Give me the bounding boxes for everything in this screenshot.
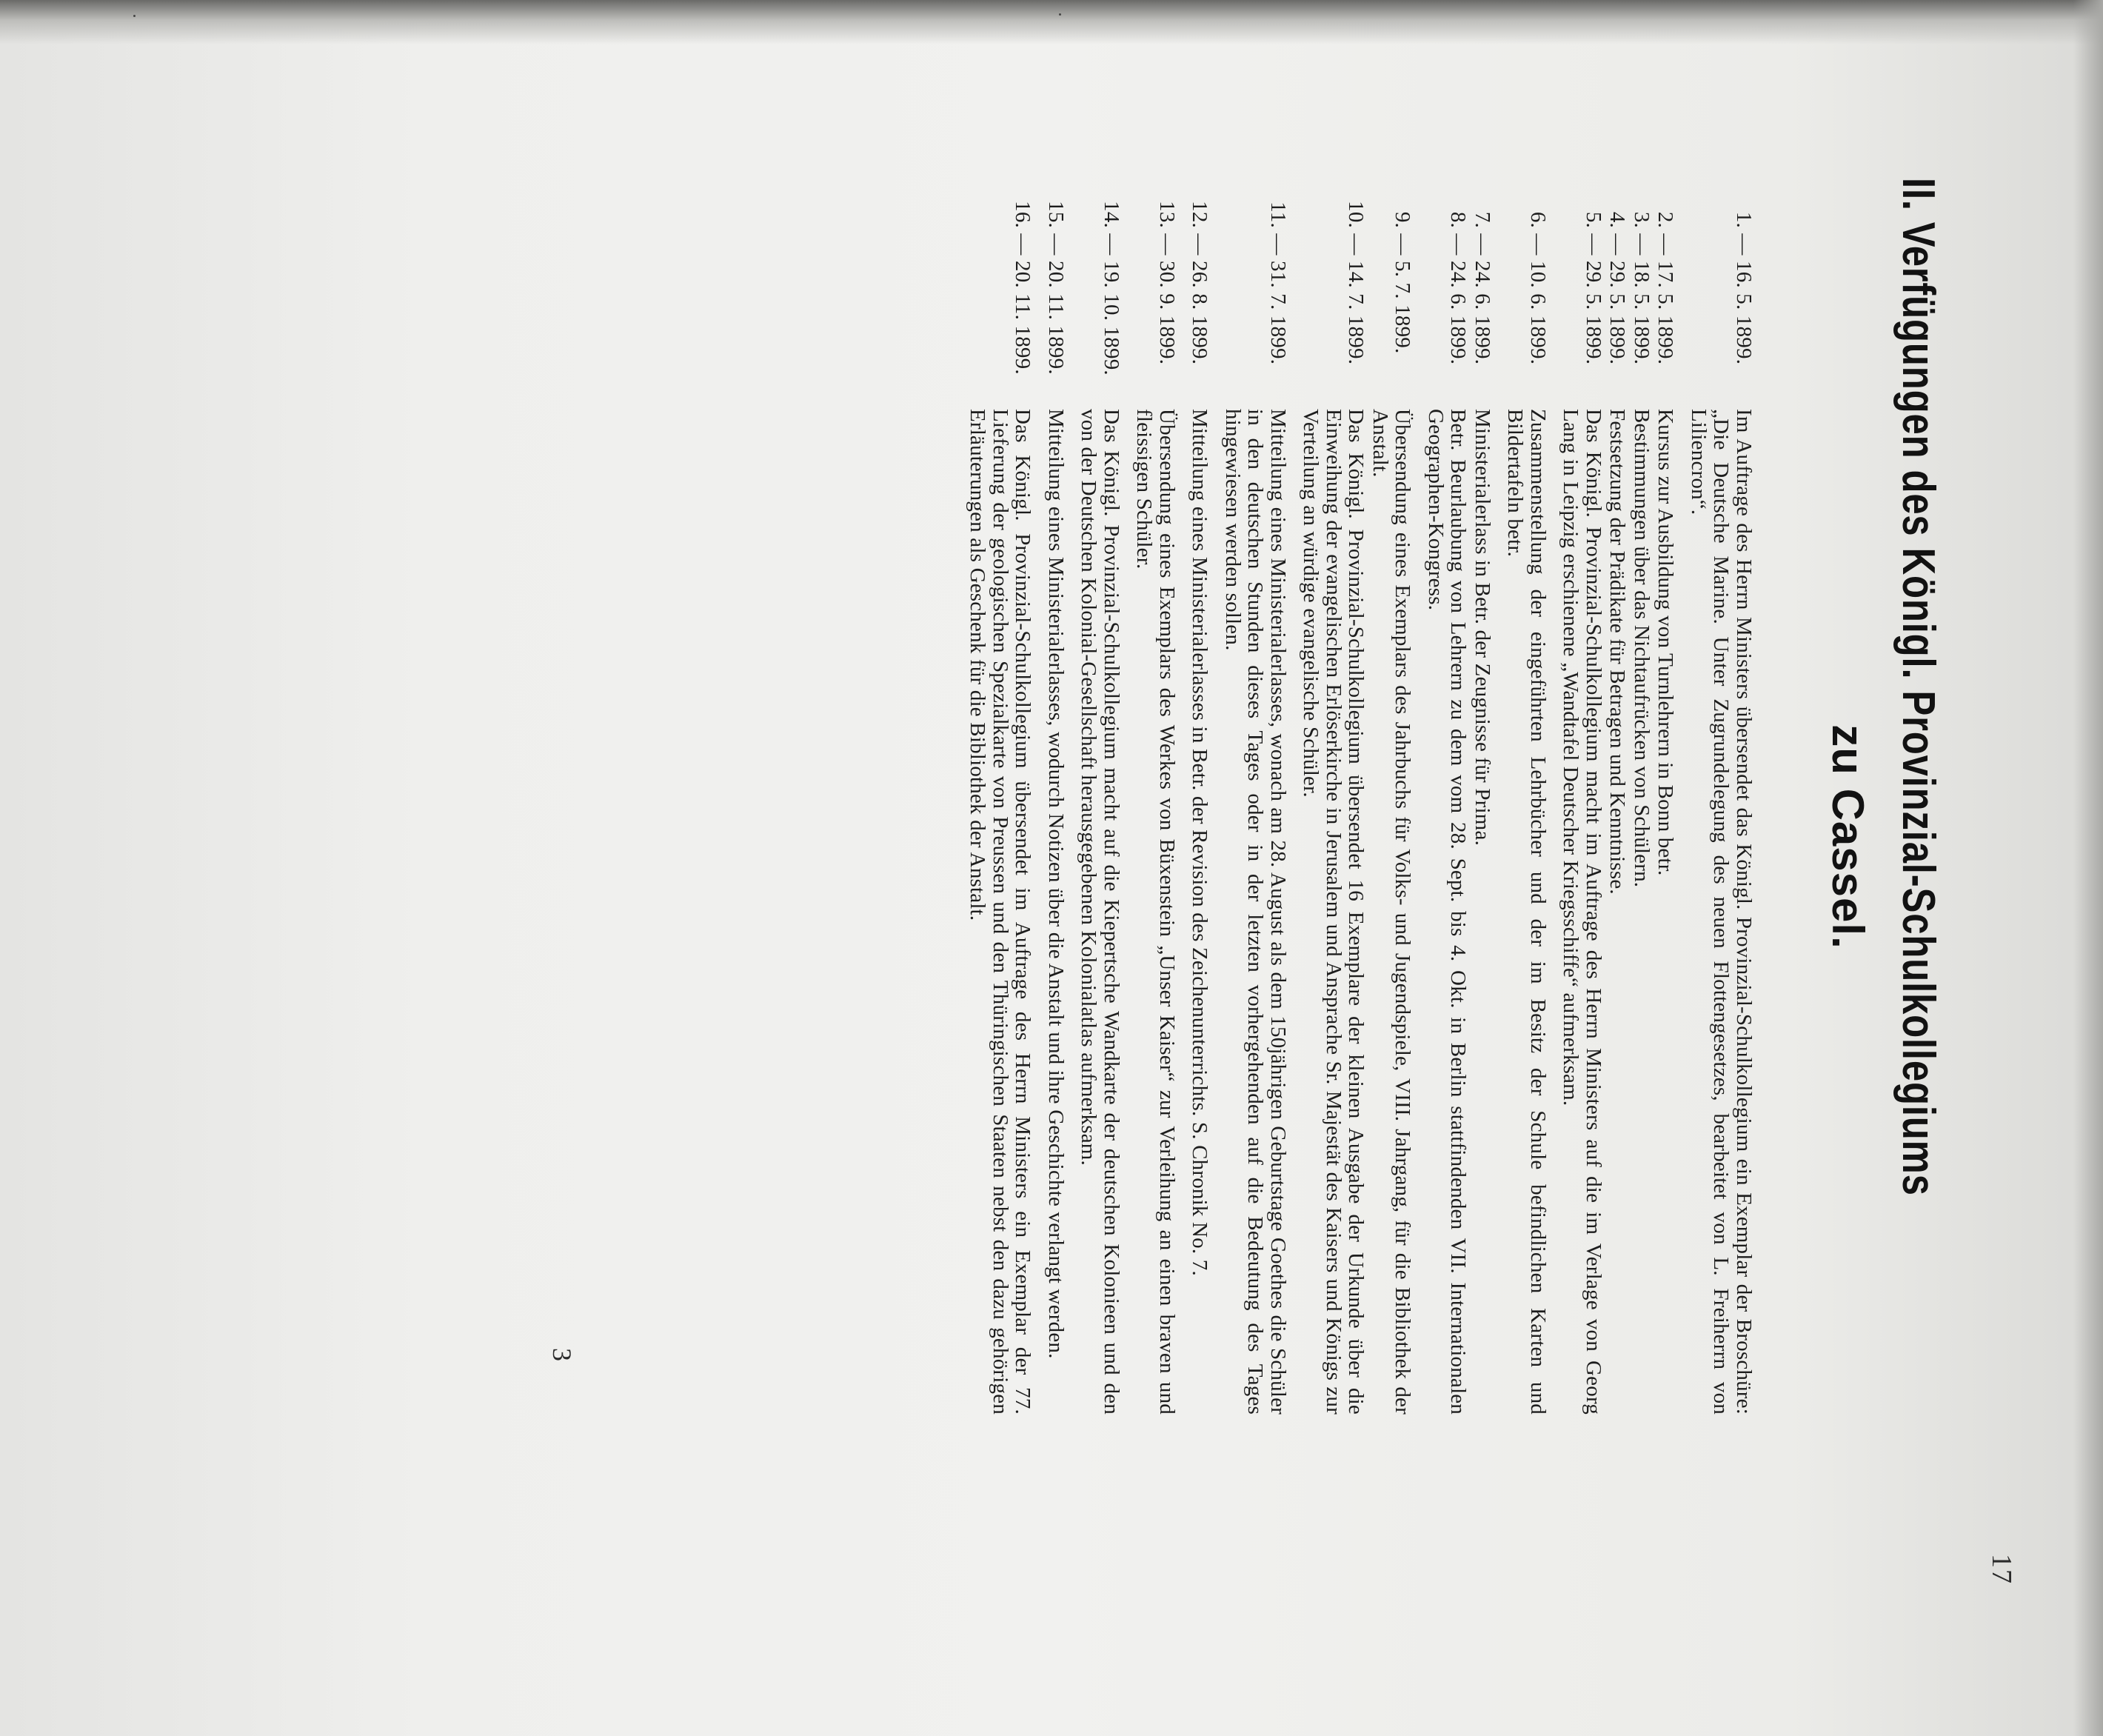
entry-date: 30. 9. 1899.: [1155, 261, 1179, 365]
entry-text: Kursus zur Ausbildung von Turnlehrern in Bonn betr.: [1654, 409, 1678, 876]
page-subtitle: zu Cassel.: [1823, 724, 1873, 949]
entry-text: Mitteilung eines Ministerialerlasses in Betr. der Revision des Zeichenunterrichts. S. Chronik No. 7.: [1188, 409, 1212, 1276]
entry-number: 5.: [1582, 211, 1605, 228]
entry-number: 13.: [1155, 201, 1179, 228]
entry-dash: —: [1155, 233, 1179, 256]
decree-entry: [1045, 193, 1068, 1415]
entry-text: Das Königl. Provinzial-Schulkollegium übersendet 16 Exemplare der kleinen Ausgabe der Urkunde über die Einweihung der evangelischen Erlöserkirche in Jerusalem und Ansprache Sr. Majestät des Kaisers und Königs zur Verteilung an würdige evangelische Schüler.: [1299, 409, 1368, 1415]
entry-date: 29. 5. 1899.: [1605, 261, 1630, 365]
entry-text: Ministerialerlass in Betr. der Zeugnisse für Prima.: [1471, 409, 1494, 847]
entry-date: 5. 7. 1899.: [1391, 261, 1415, 354]
entry-dash: —: [1732, 233, 1756, 256]
entry-date: 29. 5. 1899.: [1582, 261, 1605, 365]
entry-dash: —: [1582, 233, 1605, 256]
decree-entry: [1471, 193, 1494, 1415]
entry-dash: —: [1605, 233, 1630, 256]
entry-text: Das Königl. Provinzial-Schulkollegium macht auf die Kiepertsche Wandkarte der deutschen Kolonieen und den von der Deutschen Kolonial-Gesellschaft herausgegebenen Kolonialatlas aufmerksam.: [1077, 409, 1123, 1415]
entry-date: 24. 6. 1899.: [1471, 261, 1494, 365]
dust-speck: [1059, 13, 1061, 16]
entry-date: 20. 11. 1899.: [1044, 261, 1068, 375]
page-title: II. Verfügungen des Königl. Provinzial-Schulkollegiums: [1893, 178, 1944, 1196]
entry-text: Betr. Beurlaubung von Lehrern zu dem vom 28. Sept. bis 4. Okt. in Berlin stattfindenden VII. Internationalen Geographen-Kongress.: [1424, 409, 1471, 1415]
entry-text: Übersendung eines Exemplars des Jahrbuchs für Volks- und Jugendspiele, VIII. Jahrgang, für die Bibliothek der Anstalt.: [1368, 409, 1415, 1415]
entry-text: Bestimmungen über das Nichtaufrücken von Schülern.: [1630, 409, 1654, 888]
page-number: 17: [1986, 1554, 2017, 1585]
decree-list: [956, 193, 1755, 1415]
decree-entry: [1559, 193, 1605, 1415]
entry-date: 26. 8. 1899.: [1188, 261, 1212, 365]
entry-number: 6.: [1526, 211, 1550, 228]
decree-entry: [1188, 193, 1211, 1415]
entry-text: Zusammenstellung der eingeführten Lehrbücher und der im Besitz der Schule befindlichen Karten und Bildertafeln betr.: [1503, 409, 1550, 1415]
entry-number: 15.: [1044, 201, 1068, 228]
entry-dash: —: [1044, 233, 1068, 256]
entry-date: 16. 5. 1899.: [1732, 261, 1756, 365]
entry-number: 8.: [1446, 211, 1471, 228]
entry-number: 10.: [1344, 201, 1368, 228]
entry-dash: —: [1471, 233, 1494, 256]
entry-date: 10. 6. 1899.: [1526, 261, 1550, 365]
signature-mark: 3: [547, 1348, 577, 1361]
entry-date: 31. 7. 1899.: [1266, 261, 1290, 365]
dust-speck: [133, 15, 136, 17]
entry-text: Mitteilung eines Ministerialerlasses, wodurch Notizen über die Anstalt und ihre Geschichte verlangt werden.: [1044, 409, 1068, 1359]
entry-number: 7.: [1471, 211, 1494, 228]
decree-entry: [1222, 193, 1290, 1415]
entry-text: Mitteilung eines Ministerialerlasses, wonach am 28. August als dem 150jährigen Geburtstage Goethes die Schüler in den deutschen Stunden dieses Tages oder in der letzten vorhergehenden auf die Bedeutung des Tages hingewiesen werden sollen.: [1221, 409, 1290, 1415]
entry-date: 14. 7. 1899.: [1344, 261, 1368, 365]
entry-dash: —: [1526, 233, 1550, 256]
entry-date: 18. 5. 1899.: [1630, 261, 1654, 365]
entry-number: 2.: [1654, 211, 1678, 228]
entry-number: 3.: [1630, 211, 1654, 228]
entry-date: 20. 11. 1899.: [1011, 261, 1035, 375]
decree-entry: [1369, 193, 1414, 1415]
entry-text: Festsetzung der Prädikate für Betragen und Kenntnisse.: [1605, 409, 1630, 895]
entry-dash: —: [1344, 233, 1368, 256]
entry-dash: —: [1630, 233, 1654, 256]
entry-text: Übersendung eines Exemplars des Werkes von Büxenstein „Unser Kaiser“ zur Verleihung an einen braven und fleissigen Schüler.: [1132, 409, 1179, 1415]
entry-dash: —: [1446, 233, 1471, 256]
entry-number: 11.: [1266, 201, 1290, 228]
entry-number: 9.: [1391, 211, 1415, 228]
entry-text: Das Königl. Provinzial-Schulkollegium macht im Auftrage des Herrn Ministers auf die im Verlage von Georg Lang in Leipzig erschienene „Wandtafel Deutscher Kriegsschiffe“ aufmerksam.: [1559, 409, 1605, 1415]
decree-entry: [1077, 193, 1123, 1415]
decree-entry: [1425, 193, 1470, 1415]
entry-text: Das Königl. Provinzial-Schulkollegium übersendet im Auftrage des Herrn Ministers ein Exemplar der 77. Lieferung der geologischen Spezialkarte von Preussen und den Thüringischen Staaten nebst den dazu gehörigen Erläuterungen als Geschenk für die Bibliothek der Anstalt.: [966, 409, 1035, 1415]
entry-dash: —: [1188, 233, 1212, 256]
decree-entry: [1300, 193, 1368, 1415]
entry-dash: —: [1011, 233, 1035, 256]
entry-dash: —: [1391, 233, 1415, 256]
entry-date: 17. 5. 1899.: [1654, 261, 1678, 365]
decree-entry: [1688, 193, 1756, 1415]
entry-dash: —: [1100, 233, 1123, 256]
decree-entry: [966, 193, 1034, 1415]
decree-entry: [1606, 193, 1629, 1415]
entry-dash: —: [1654, 233, 1678, 256]
entry-dash: —: [1266, 233, 1290, 256]
entry-number: 12.: [1188, 201, 1212, 228]
decree-entry: [1133, 193, 1178, 1415]
entry-number: 1.: [1732, 211, 1756, 228]
entry-number: 14.: [1100, 201, 1123, 228]
printed-page: [15, 22, 2088, 1652]
entry-date: 24. 6. 1899.: [1446, 261, 1471, 365]
decree-entry: [1504, 193, 1549, 1415]
decree-entry: [1654, 193, 1677, 1415]
entry-text: Im Auftrage des Herrn Ministers übersendet das Königl. Provinzial-Schulkollegium ein Exemplar der Broschüre: „Die Deutsche Marine. Unter Zugrundelegung des neuen Flottengesetzes, bearbeitet von L. Freiherrn von Liliencron“.: [1687, 409, 1756, 1415]
entry-number: 4.: [1605, 211, 1630, 228]
entry-number: 16.: [1011, 201, 1035, 228]
decree-entry: [1631, 193, 1654, 1415]
entry-date: 19. 10. 1899.: [1100, 261, 1123, 375]
